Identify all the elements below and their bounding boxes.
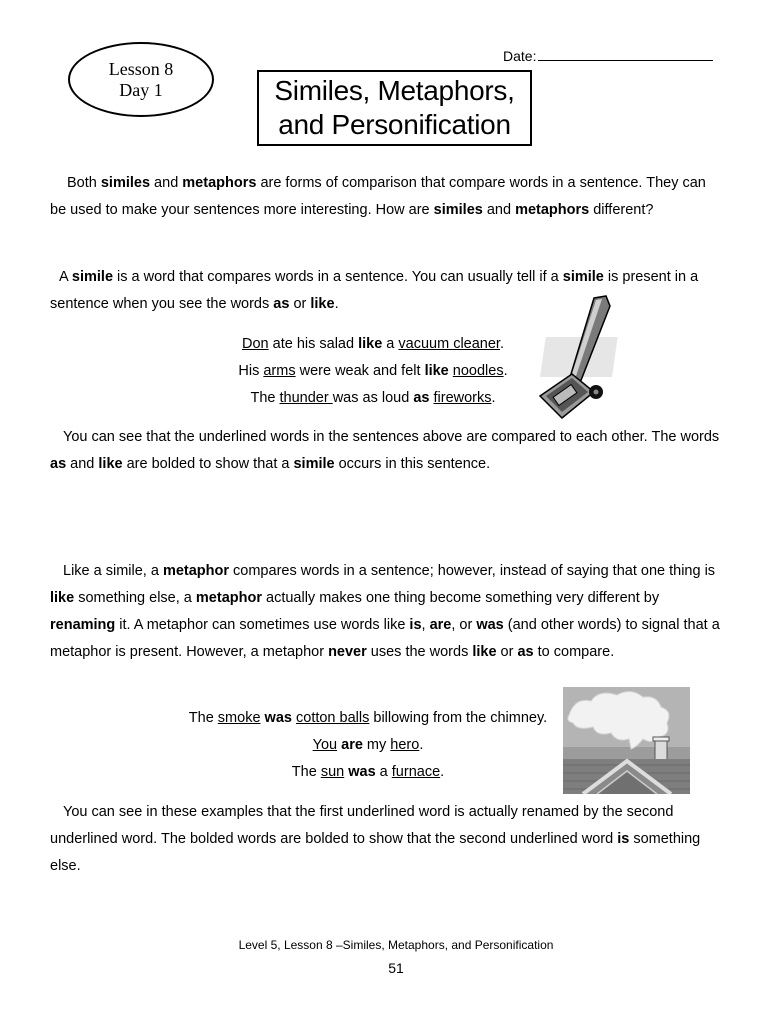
date-field [503, 47, 713, 64]
chimney-smoke-illustration [563, 687, 690, 794]
metaphor-example-1: The smoke was cotton balls billowing from the chimney. [188, 710, 548, 726]
simile-example-1: Don ate his salad like a vacuum cleaner. [242, 336, 504, 352]
vacuum-cleaner-illustration [532, 292, 628, 422]
metaphor-example-3: The sun was a furnace. [291, 764, 445, 780]
lesson-day: Day 1 [119, 79, 163, 100]
simile-explanation: You can see that the underlined words in the sentences above are compared to each other. The words as and like are bolded to show that a simile occurs in this sentence. [50, 429, 720, 472]
page-number: 51 [388, 960, 404, 976]
simile-example-2: His arms were weak and felt like noodles. [238, 363, 508, 379]
page-title [257, 70, 532, 146]
intro-paragraph: Both similes and metaphors are forms of comparison that compare words in a sentence. They can be used to make your sentences more interesting. How are similes and metaphors different? [50, 175, 706, 218]
title-line-1: Similes, Metaphors, [274, 75, 515, 106]
date-label: Date: [503, 48, 537, 64]
title-line-2: and Personification [278, 109, 511, 140]
date-blank-line [538, 47, 713, 61]
metaphor-example-2: You are my hero. [312, 737, 424, 753]
simile-definition: A simile is a word that compares words in a sentence. You can usually tell if a simile is present in a sentence when you see the words as or like. [50, 269, 699, 312]
page-footer: Level 5, Lesson 8 –Similes, Metaphors, and Personification [238, 938, 554, 952]
simile-example-3: The thunder was as loud as fireworks. [250, 390, 496, 406]
lesson-badge [68, 42, 214, 117]
lesson-number: Lesson 8 [108, 58, 174, 79]
metaphor-explanation: You can see in these examples that the first underlined word is actually renamed by the second underlined word. The bolded words are bolded to show that the second underlined word is something else. [50, 804, 701, 874]
metaphor-definition: Like a simile, a metaphor compares words in a sentence; however, instead of saying that one thing is like something else, a metaphor actually makes one thing become something very different by renaming it. A metaphor can sometimes use words like is, are, or was (and other words) to signal that a metaphor is present. However, a metaphor never uses the words like or as to compare. [50, 563, 720, 660]
